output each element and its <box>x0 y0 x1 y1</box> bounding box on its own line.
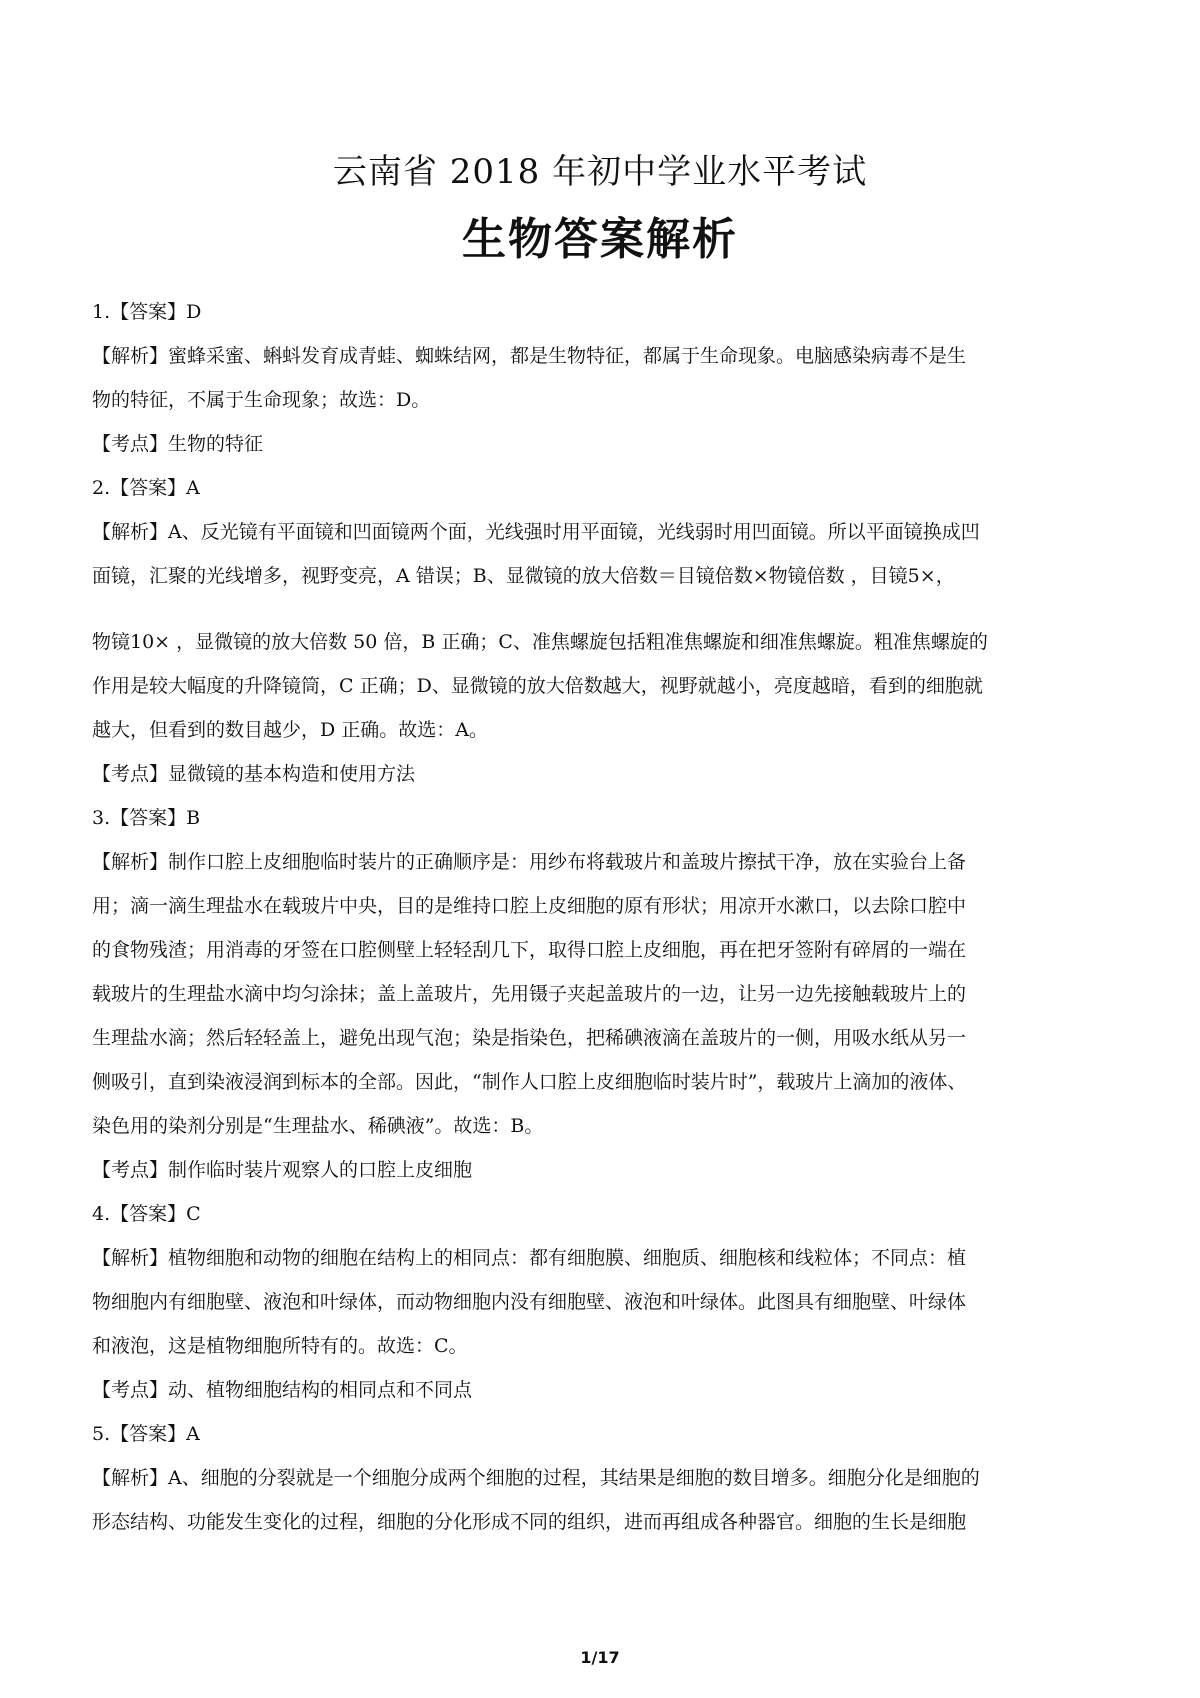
text-line: 【考点】生物的特征 <box>92 433 264 455</box>
text-line: 用；滴一滴生理盐水在载玻片中央，目的是维持口腔上皮细胞的原有形状；用凉开水漱口，以去除口腔中 <box>92 895 967 917</box>
document-title: 生物答案解析 <box>462 214 738 265</box>
text-line: 【考点】显微镜的基本构造和使用方法 <box>92 763 416 785</box>
text-line: 【解析】蜜蜂采蜜、蝌蚪发育成青蛙、蜘蛛结网，都是生物特征，都属于生命现象。电脑感染病毒不是生 <box>92 345 967 367</box>
text-line: 【解析】制作口腔上皮细胞临时装片的正确顺序是：用纱布将载玻片和盖玻片擦拭干净，放在实验台上备 <box>92 851 967 873</box>
text-line: 4.【答案】C <box>92 1203 201 1225</box>
text-line: 2.【答案】A <box>92 477 200 499</box>
text-line: 物镜10× ，显微镜的放大倍数 50 倍，B 正确；C、准焦螺旋包括粗准焦螺旋和细准焦螺旋。粗准焦螺旋的 <box>92 631 988 653</box>
page-number: 1/17 <box>580 1648 620 1667</box>
text-line: 形态结构、功能发生变化的过程，细胞的分化形成不同的组织，进而再组成各种器官。细胞的生长是细胞 <box>92 1511 967 1533</box>
exam-subtitle: 云南省 2018 年初中学业水平考试 <box>332 152 868 192</box>
text-line: 载玻片的生理盐水滴中均匀涂抹；盖上盖玻片，先用镊子夹起盖玻片的一边，让另一边先接触载玻片上的 <box>92 983 967 1005</box>
text-line: 面镜，汇聚的光线增多，视野变亮，A 错误；B、显微镜的放大倍数＝目镜倍数×物镜倍数 ，目镜5×， <box>92 565 955 587</box>
text-line: 物细胞内有细胞壁、液泡和叶绿体，而动物细胞内没有细胞壁、液泡和叶绿体。此图具有细胞壁、叶绿体 <box>92 1291 967 1313</box>
text-line: 【解析】A、细胞的分裂就是一个细胞分成两个细胞的过程，其结果是细胞的数目增多。细胞分化是细胞的 <box>92 1467 980 1489</box>
text-line: 物的特征，不属于生命现象；故选：D。 <box>92 389 431 411</box>
text-line: 作用是较大幅度的升降镜筒，C 正确；D、显微镜的放大倍数越大，视野就越小，亮度越暗，看到的细胞就 <box>92 675 983 697</box>
text-line: 侧吸引，直到染液浸润到标本的全部。因此，“制作人口腔上皮细胞临时装片时”，载玻片上滴加的液体、 <box>92 1071 967 1093</box>
text-line: 【解析】A、反光镜有平面镜和凹面镜两个面，光线强时用平面镜，光线弱时用凹面镜。所以平面镜换成凹 <box>92 521 980 543</box>
text-line: 3.【答案】B <box>92 807 201 829</box>
text-line: 【解析】植物细胞和动物的细胞在结构上的相同点：都有细胞膜、细胞质、细胞核和线粒体；不同点：植 <box>92 1247 967 1269</box>
text-line: 染色用的染剂分别是“生理盐水、稀碘液”。故选：B。 <box>92 1115 544 1137</box>
text-line: 和液泡，这是植物细胞所特有的。故选：C。 <box>92 1335 468 1357</box>
text-line: 1.【答案】D <box>92 301 202 323</box>
text-line: 生理盐水滴；然后轻轻盖上，避免出现气泡；染是指染色，把稀碘液滴在盖玻片的一侧，用吸水纸从另一 <box>92 1027 967 1049</box>
text-line: 5.【答案】A <box>92 1423 200 1445</box>
text-line: 【考点】制作临时装片观察人的口腔上皮细胞 <box>92 1159 473 1181</box>
answer-content <box>92 290 1102 1544</box>
text-line: 的食物残渣；用消毒的牙签在口腔侧壁上轻轻刮几下，取得口腔上皮细胞，再在把牙签附有碎屑的一端在 <box>92 939 967 961</box>
text-line: 越大，但看到的数目越少，D 正确。故选：A。 <box>92 719 488 741</box>
text-line: 【考点】动、植物细胞结构的相同点和不同点 <box>92 1379 473 1401</box>
